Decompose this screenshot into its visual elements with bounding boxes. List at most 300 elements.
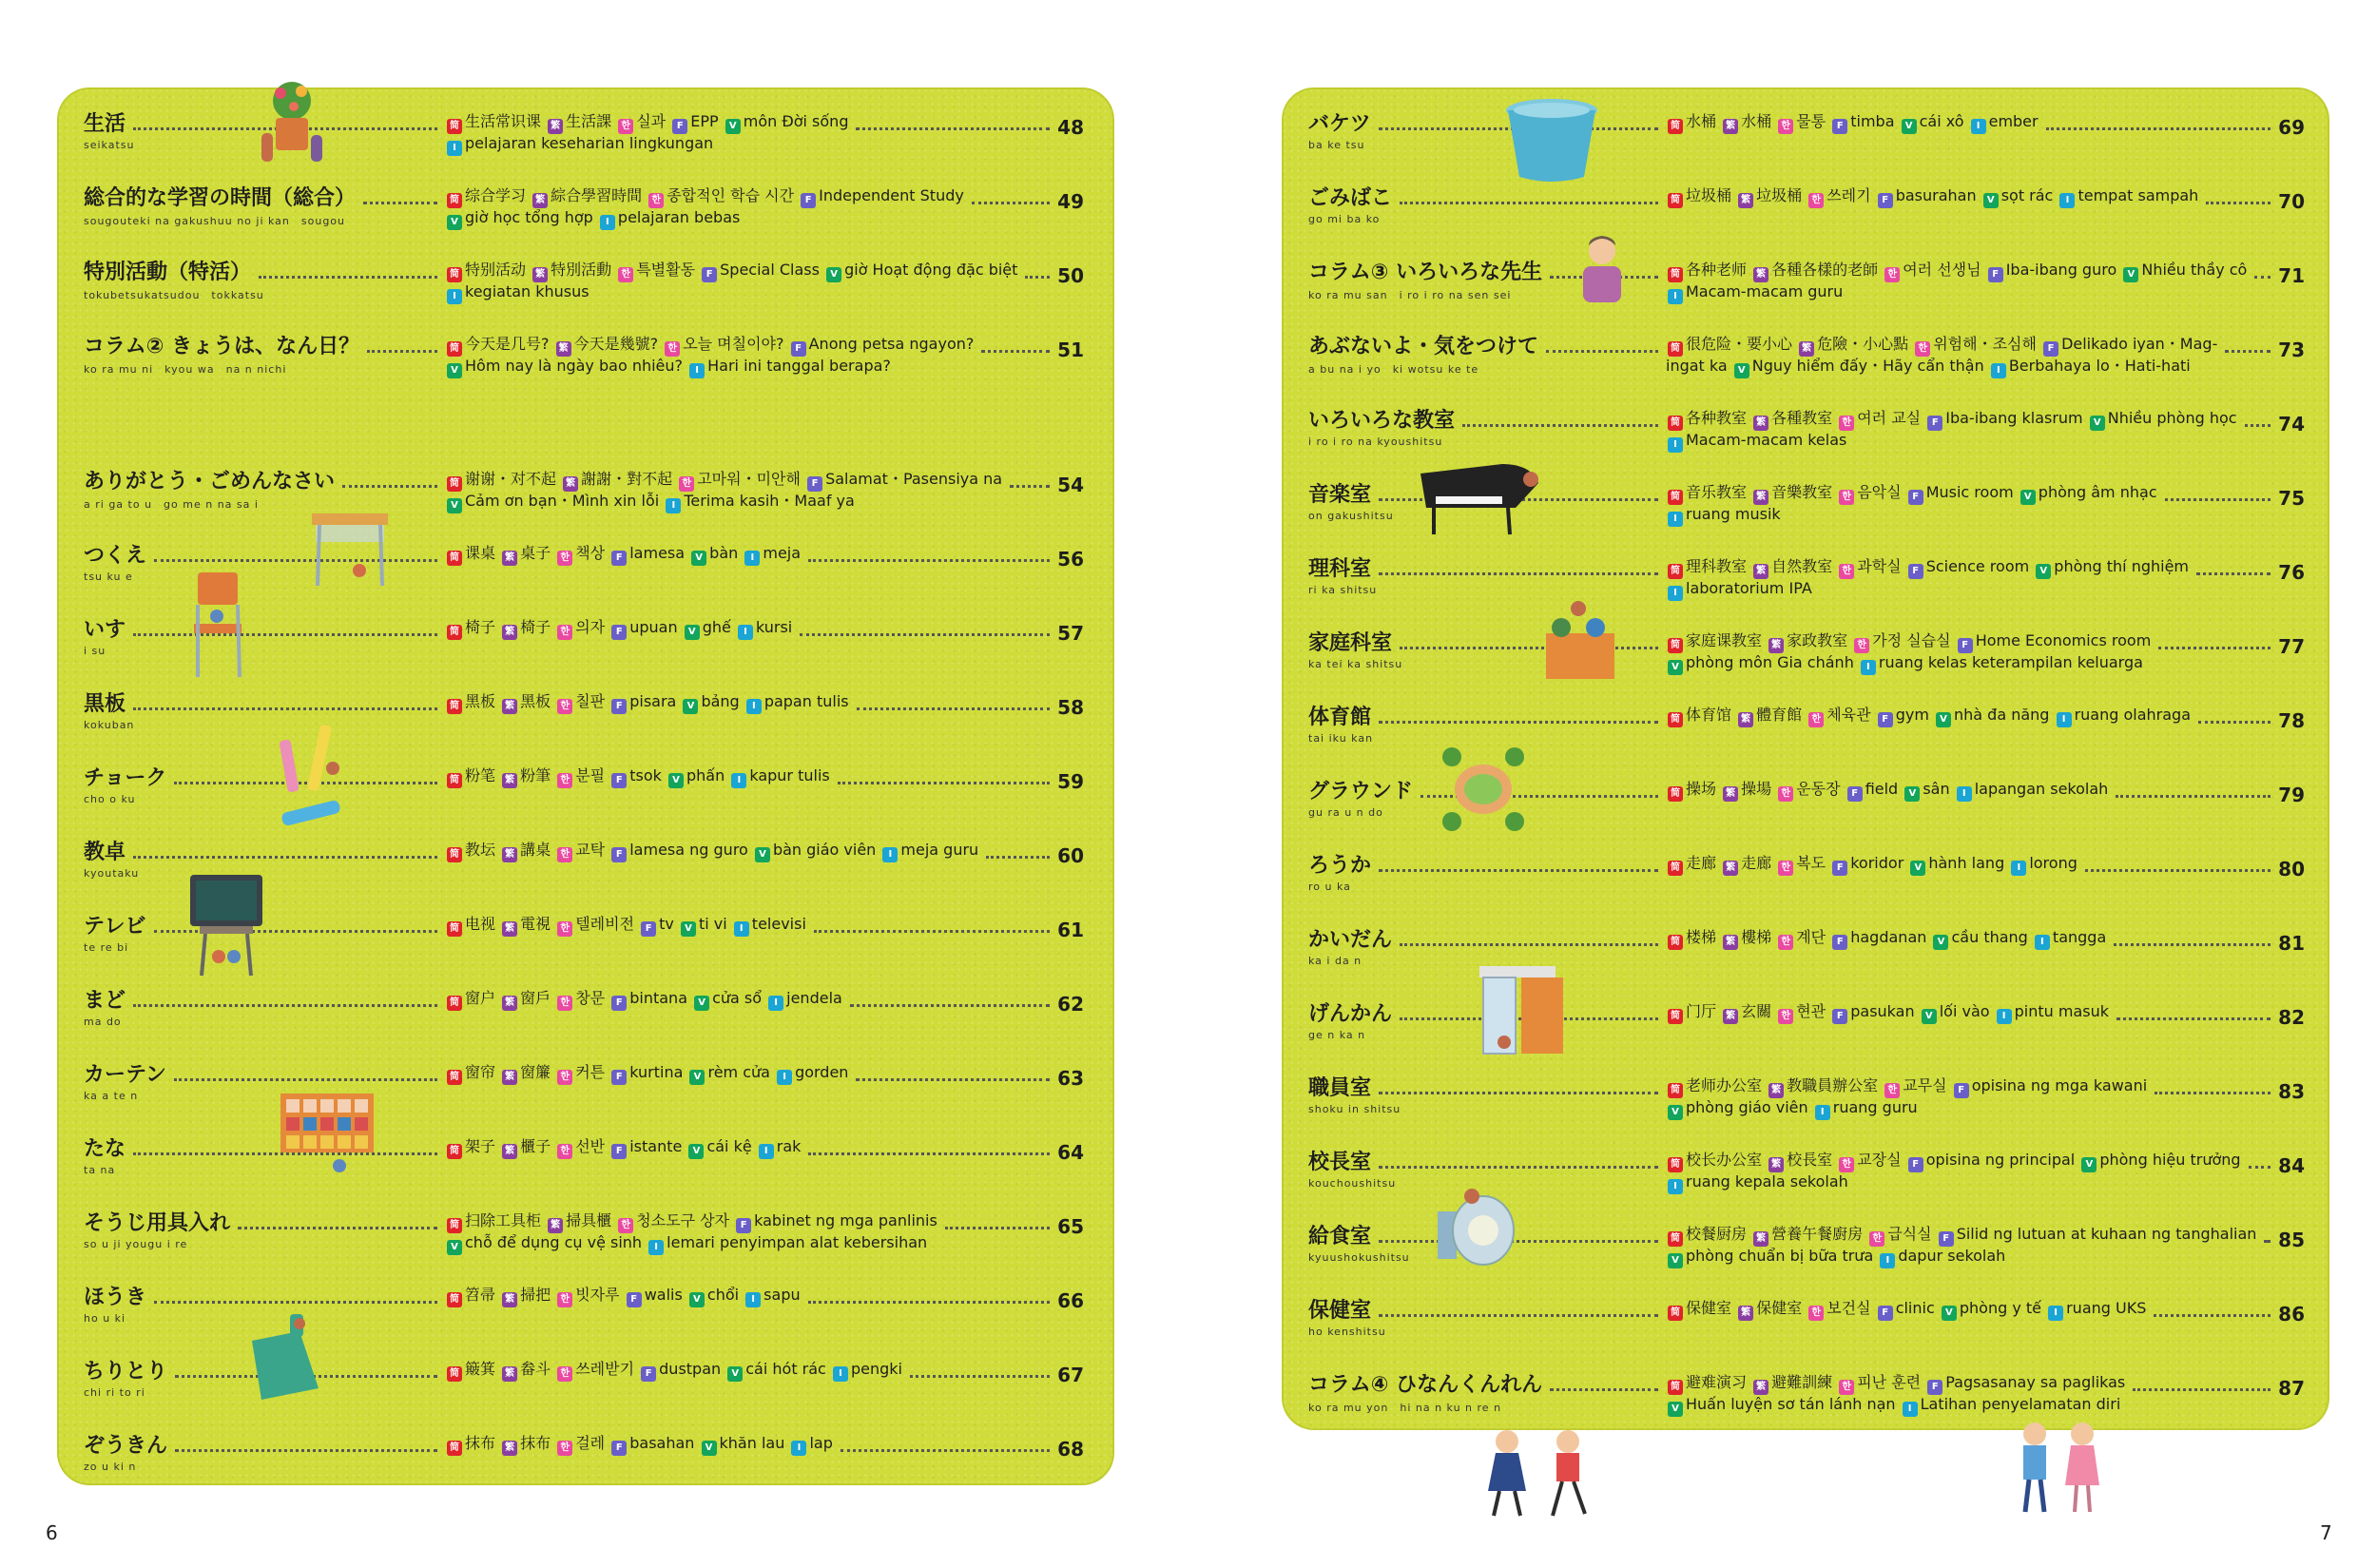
entry-translations bbox=[445, 261, 1017, 304]
leader-dots bbox=[238, 1227, 437, 1229]
translation-text: dapur sekolah bbox=[1898, 1247, 2006, 1265]
language-badge-vi: V bbox=[2036, 564, 2051, 579]
language-badge-zh: 简 bbox=[1668, 564, 1683, 579]
entry-page-number: 81 bbox=[2278, 932, 2305, 955]
language-badge-tl: F bbox=[1878, 1306, 1893, 1321]
translation-text: 音乐教室 bbox=[1686, 483, 1748, 501]
translation-text: Cảm ơn bạn・Mình xin lỗi bbox=[465, 492, 660, 510]
translation-text: tangga bbox=[2052, 928, 2107, 946]
language-badge-ko: 한 bbox=[1915, 341, 1930, 357]
language-badge-zh: 简 bbox=[447, 476, 462, 492]
entry-romaji: ri ka shitsu bbox=[1308, 584, 1378, 596]
translation-text: 窗簾 bbox=[520, 1063, 551, 1081]
translation-text: khăn lau bbox=[719, 1434, 785, 1452]
translation-text: ruang kepala sekolah bbox=[1686, 1172, 1848, 1191]
shelf-illustration bbox=[279, 1092, 378, 1177]
language-badge-zh: 简 bbox=[447, 699, 462, 714]
leader-dots bbox=[2046, 127, 2271, 130]
translation-line bbox=[1666, 579, 2189, 601]
translation-text: 理科教室 bbox=[1686, 557, 1748, 575]
language-badge-id: I bbox=[1668, 1179, 1683, 1194]
entry-page-number: 64 bbox=[1057, 1141, 1084, 1164]
entry-translations bbox=[1666, 1002, 2109, 1024]
language-badge-tl: F bbox=[611, 847, 627, 862]
translation-text: papan tulis bbox=[763, 692, 849, 710]
entry-romaji: a ri ga to u go me n na sa i bbox=[84, 498, 259, 511]
translation-text: kapur tulis bbox=[749, 766, 830, 784]
entry-romaji: a bu na i yo ki wotsu ke te bbox=[1308, 363, 1479, 376]
leader-dots bbox=[1379, 1314, 1658, 1317]
entry-translations bbox=[1666, 780, 2108, 802]
language-badge-zh: 简 bbox=[447, 1441, 462, 1456]
translation-text: lamesa bbox=[629, 544, 686, 562]
translation-text: 講桌 bbox=[520, 841, 551, 859]
translation-text: 책상 bbox=[575, 544, 606, 562]
language-badge-tl: F bbox=[611, 699, 627, 714]
language-badge-tw: 繁 bbox=[1753, 1231, 1768, 1247]
translation-line bbox=[1666, 112, 2039, 134]
translation-line bbox=[445, 261, 1017, 282]
translation-text: phòng chuẩn bị bữa trưa bbox=[1686, 1247, 1874, 1265]
translation-text: 謝謝・對不起 bbox=[581, 470, 673, 488]
entry-term: 給食室 bbox=[1308, 1225, 1372, 1249]
translation-text: 课桌 bbox=[465, 544, 496, 562]
language-badge-tw: 繁 bbox=[532, 193, 548, 208]
language-badge-zh: 简 bbox=[447, 341, 462, 357]
language-badge-tl: F bbox=[1958, 638, 1973, 653]
translation-text: 门厅 bbox=[1686, 1002, 1717, 1020]
translation-text: 操场 bbox=[1686, 780, 1717, 798]
leader-dots bbox=[857, 707, 1050, 710]
leader-dots bbox=[850, 1004, 1050, 1007]
language-badge-tw: 繁 bbox=[502, 1366, 517, 1382]
translation-text: Special Class bbox=[720, 261, 820, 279]
bucket-illustration bbox=[1502, 95, 1602, 185]
translation-text: 今天是幾號? bbox=[573, 335, 659, 353]
language-badge-tw: 繁 bbox=[502, 773, 517, 788]
translation-text: 의자 bbox=[575, 618, 606, 636]
leader-dots bbox=[2206, 202, 2271, 204]
leader-dots bbox=[2085, 869, 2271, 872]
language-badge-tw: 繁 bbox=[532, 267, 548, 282]
language-badge-tw: 繁 bbox=[1738, 712, 1753, 727]
translation-text: ghế bbox=[702, 618, 731, 636]
entry-page-number: 80 bbox=[2278, 858, 2305, 881]
entry-term: コラム③ いろいろな先生 bbox=[1308, 261, 1543, 284]
translation-text: Iba-ibang guro bbox=[2005, 261, 2117, 279]
language-badge-id: I bbox=[447, 289, 462, 304]
language-badge-zh: 简 bbox=[447, 193, 462, 208]
translation-line bbox=[1666, 631, 2151, 653]
language-badge-id: I bbox=[738, 625, 753, 640]
entry-romaji: zo u ki n bbox=[84, 1461, 137, 1473]
translation-text: Berbahaya lo・Hati-hati bbox=[2008, 357, 2191, 375]
language-badge-id: I bbox=[791, 1441, 806, 1456]
translation-text: 垃圾桶 bbox=[1756, 186, 1803, 204]
translation-text: 自然教室 bbox=[1771, 557, 1833, 575]
translation-text: Nguy hiểm đấy・Hãy cẩn thận bbox=[1751, 357, 1984, 375]
leader-dots bbox=[800, 633, 1050, 636]
translation-text: Hôm nay là ngày bao nhiêu? bbox=[465, 357, 684, 375]
translation-line bbox=[1666, 854, 2077, 876]
entry-page-number: 51 bbox=[1057, 339, 1084, 361]
translation-text: 走廊 bbox=[1741, 854, 1772, 872]
language-badge-ko: 한 bbox=[1884, 267, 1900, 282]
language-badge-vi: V bbox=[1910, 861, 1925, 876]
language-badge-zh: 简 bbox=[1668, 1083, 1683, 1098]
teacher-illustration bbox=[1574, 232, 1631, 303]
language-badge-vi: V bbox=[2123, 267, 2138, 282]
language-badge-zh: 简 bbox=[447, 1144, 462, 1159]
language-badge-tl: F bbox=[627, 1292, 642, 1307]
translation-line bbox=[1666, 928, 2106, 950]
entry-term: グラウンド bbox=[1308, 780, 1414, 803]
entry-page-number: 69 bbox=[2278, 116, 2305, 139]
index-entry bbox=[57, 247, 1114, 314]
language-badge-zh: 简 bbox=[1668, 1231, 1683, 1247]
translation-text: 特別活動 bbox=[551, 261, 612, 279]
language-badge-vi: V bbox=[689, 1070, 705, 1085]
language-badge-tw: 繁 bbox=[1738, 193, 1753, 208]
entry-romaji: te re bi bbox=[84, 941, 129, 954]
translation-line bbox=[1666, 1299, 2146, 1321]
entry-page-number: 65 bbox=[1057, 1215, 1084, 1238]
language-badge-tw: 繁 bbox=[502, 699, 517, 714]
translation-text: upuan bbox=[629, 618, 678, 636]
translation-text: Terima kasih・Maaf ya bbox=[684, 492, 855, 510]
translation-text: 교장실 bbox=[1857, 1151, 1902, 1169]
language-badge-tl: F bbox=[611, 773, 627, 788]
dustpan-illustration bbox=[233, 1312, 328, 1407]
language-badge-id: I bbox=[1815, 1105, 1830, 1120]
entry-term: 家庭科室 bbox=[1308, 631, 1393, 655]
language-badge-tw: 繁 bbox=[502, 551, 517, 566]
language-badge-tl: F bbox=[672, 119, 687, 134]
translation-text: 櫃子 bbox=[520, 1137, 551, 1155]
language-badge-vi: V bbox=[689, 1292, 705, 1307]
translation-text: 窗户 bbox=[465, 989, 496, 1007]
language-badge-vi: V bbox=[447, 1240, 462, 1255]
language-badge-vi: V bbox=[1936, 712, 1951, 727]
kitchen-illustration bbox=[1434, 1183, 1519, 1278]
entry-term: そうじ用具入れ bbox=[84, 1211, 231, 1235]
language-badge-ko: 한 bbox=[1854, 638, 1869, 653]
translation-line bbox=[445, 335, 974, 357]
index-entry bbox=[57, 1421, 1114, 1487]
translation-text: 청소도구 상자 bbox=[636, 1211, 730, 1229]
entry-translations bbox=[445, 1286, 801, 1307]
translation-text: 綜合學習時間 bbox=[551, 186, 643, 204]
index-entry bbox=[57, 321, 1114, 388]
language-badge-zh: 简 bbox=[447, 1366, 462, 1382]
translation-text: 避难演习 bbox=[1686, 1373, 1748, 1391]
translation-text: 복도 bbox=[1796, 854, 1826, 872]
language-badge-tw: 繁 bbox=[1768, 1083, 1784, 1098]
translation-text: jendela bbox=[786, 989, 842, 1007]
leader-dots bbox=[2116, 795, 2271, 798]
translation-text: 粉筆 bbox=[520, 766, 551, 784]
entry-page-number: 75 bbox=[2278, 487, 2305, 510]
leader-dots bbox=[342, 485, 437, 488]
language-badge-id: I bbox=[1971, 119, 1986, 134]
translation-text: gorden bbox=[795, 1063, 849, 1081]
translation-text: 今天是几号? bbox=[465, 335, 550, 353]
language-badge-ko: 한 bbox=[618, 267, 633, 282]
language-badge-tw: 繁 bbox=[1753, 416, 1768, 431]
entry-term: ろうか bbox=[1308, 854, 1372, 878]
entry-translations bbox=[445, 1137, 801, 1159]
translation-line bbox=[1666, 1395, 2125, 1417]
index-entry bbox=[1282, 173, 2329, 240]
leader-dots bbox=[1546, 350, 1658, 353]
translation-text: 音樂教室 bbox=[1771, 483, 1833, 501]
entry-translations bbox=[1666, 261, 2247, 304]
translation-text: phòng môn Gia chánh bbox=[1686, 653, 1854, 671]
leader-dots bbox=[2116, 1017, 2271, 1020]
language-badge-ko: 한 bbox=[557, 1144, 572, 1159]
entry-translations bbox=[1666, 1076, 2147, 1120]
translation-line bbox=[1666, 653, 2151, 675]
translation-text: Anong petsa ngayon? bbox=[808, 335, 975, 353]
language-badge-zh: 简 bbox=[1668, 341, 1683, 357]
language-badge-tl: F bbox=[611, 551, 627, 566]
entry-term: いす bbox=[84, 618, 126, 642]
leader-dots bbox=[986, 856, 1050, 859]
entry-term: コラム② きょうは、なん日？ bbox=[84, 335, 360, 358]
translation-text: môn Đời sống bbox=[743, 112, 849, 130]
translation-text: pintu masuk bbox=[2014, 1002, 2109, 1020]
translation-text: bảng bbox=[701, 692, 740, 710]
translation-text: 계단 bbox=[1796, 928, 1826, 946]
entry-romaji: ko ra mu san i ro i ro na sen sei bbox=[1308, 289, 1512, 301]
leader-dots bbox=[2155, 1092, 2271, 1094]
translation-text: ingat ka bbox=[1666, 357, 1728, 375]
language-badge-tl: F bbox=[1927, 416, 1942, 431]
entry-page-number: 84 bbox=[2278, 1154, 2305, 1177]
translation-line bbox=[445, 1286, 801, 1307]
language-badge-vi: V bbox=[1983, 193, 1999, 208]
translation-text: dustpan bbox=[659, 1360, 722, 1378]
index-entry bbox=[57, 976, 1114, 1042]
entry-term: 校長室 bbox=[1308, 1151, 1372, 1174]
entry-romaji: i su bbox=[84, 645, 106, 657]
entry-term: あぶないよ・気をつけて bbox=[1308, 335, 1539, 358]
translation-text: lối vào bbox=[1939, 1002, 1990, 1020]
entry-page-number: 85 bbox=[2278, 1229, 2305, 1251]
language-badge-zh: 简 bbox=[447, 267, 462, 282]
translation-text: chổi bbox=[706, 1286, 740, 1304]
leader-dots bbox=[841, 1449, 1050, 1452]
entry-translations bbox=[1666, 1373, 2125, 1417]
translation-text: 교무실 bbox=[1903, 1076, 1947, 1094]
translation-text: hành lang bbox=[1928, 854, 2005, 872]
language-badge-ko: 한 bbox=[557, 551, 572, 566]
language-badge-id: I bbox=[744, 551, 760, 566]
entry-term: ぞうきん bbox=[84, 1434, 168, 1458]
language-badge-tw: 繁 bbox=[548, 1218, 563, 1233]
language-badge-id: I bbox=[447, 141, 462, 156]
translation-text: 家庭课教室 bbox=[1686, 631, 1763, 649]
translation-text: sapu bbox=[763, 1286, 801, 1304]
translation-text: 특별활동 bbox=[636, 261, 696, 279]
language-badge-tl: F bbox=[1847, 786, 1863, 802]
language-badge-tw: 繁 bbox=[502, 847, 517, 862]
entry-page-number: 60 bbox=[1057, 844, 1084, 867]
index-entry bbox=[1282, 618, 2329, 685]
leader-dots bbox=[2158, 647, 2271, 649]
leader-dots bbox=[2154, 1314, 2271, 1317]
leader-dots bbox=[154, 1301, 437, 1304]
index-entry bbox=[57, 456, 1114, 523]
translation-text: ruang kelas keterampilan keluarga bbox=[1878, 653, 2143, 671]
leader-dots bbox=[945, 1227, 1050, 1229]
translation-text: 음악실 bbox=[1857, 483, 1902, 501]
leader-dots bbox=[1379, 1166, 1658, 1169]
translation-text: 樓梯 bbox=[1741, 928, 1772, 946]
language-badge-ko: 한 bbox=[1884, 1083, 1900, 1098]
language-badge-tl: F bbox=[1832, 1009, 1847, 1024]
translation-text: 保健室 bbox=[1756, 1299, 1803, 1317]
leader-dots bbox=[1400, 202, 1658, 204]
leader-dots bbox=[133, 707, 437, 710]
index-entry bbox=[1282, 396, 2329, 462]
entry-romaji: go mi ba ko bbox=[1308, 213, 1381, 225]
entry-romaji: kyuushokushitsu bbox=[1308, 1251, 1410, 1264]
language-badge-zh: 简 bbox=[1668, 119, 1683, 134]
leader-dots bbox=[2225, 350, 2271, 353]
leader-dots bbox=[814, 930, 1050, 933]
entry-translations bbox=[1666, 557, 2189, 601]
translation-text: Hari ini tanggal berapa? bbox=[707, 357, 891, 375]
entry-page-number: 70 bbox=[2278, 190, 2305, 213]
language-badge-tw: 繁 bbox=[502, 1070, 517, 1085]
entry-translations bbox=[445, 766, 830, 788]
translation-text: Science room bbox=[1925, 557, 2030, 575]
language-badge-tl: F bbox=[611, 996, 627, 1011]
translation-text: 走廊 bbox=[1686, 854, 1717, 872]
translation-text: 쓰레기 bbox=[1826, 186, 1871, 204]
translation-text: 과학실 bbox=[1857, 557, 1902, 575]
language-badge-id: I bbox=[777, 1070, 792, 1085]
language-badge-tw: 繁 bbox=[1723, 935, 1738, 950]
entry-page-number: 71 bbox=[2278, 264, 2305, 287]
translation-text: 여러 선생님 bbox=[1903, 261, 1981, 279]
translation-text: 谢谢・对不起 bbox=[465, 470, 557, 488]
language-badge-ko: 한 bbox=[557, 1070, 572, 1085]
language-badge-id: I bbox=[666, 498, 681, 513]
translation-text: pasukan bbox=[1850, 1002, 1915, 1020]
translation-text: lorong bbox=[2029, 854, 2077, 872]
language-badge-ko: 한 bbox=[557, 625, 572, 640]
entry-translations bbox=[445, 915, 806, 937]
translation-text: giờ học tổng hợp bbox=[465, 208, 593, 226]
language-badge-tl: F bbox=[801, 193, 816, 208]
leader-dots bbox=[2114, 943, 2271, 946]
entry-translations bbox=[1666, 483, 2157, 527]
translation-text: 各种老师 bbox=[1686, 261, 1748, 279]
translation-text: 급식실 bbox=[1887, 1225, 1932, 1243]
translation-text: giờ Hoạt động đặc biệt bbox=[844, 261, 1018, 279]
entry-translations bbox=[445, 1360, 902, 1382]
language-badge-zh: 简 bbox=[1668, 861, 1683, 876]
language-badge-ko: 한 bbox=[1839, 1380, 1854, 1395]
language-badge-id: I bbox=[1668, 289, 1683, 304]
language-badge-ko: 한 bbox=[557, 1441, 572, 1456]
entry-translations bbox=[445, 989, 842, 1011]
translation-text: bàn giáo viên bbox=[772, 841, 877, 859]
translation-text: 很危险・要小心 bbox=[1686, 335, 1793, 353]
chair-illustration bbox=[188, 571, 250, 680]
translation-text: meja guru bbox=[900, 841, 979, 859]
index-entry bbox=[1282, 989, 2329, 1055]
translation-text: Nhiều thầy cô bbox=[2141, 261, 2248, 279]
language-badge-vi: V bbox=[1734, 363, 1749, 378]
translation-text: cái kệ bbox=[706, 1137, 752, 1155]
entry-term: げんかん bbox=[1308, 1002, 1393, 1026]
language-badge-zh: 简 bbox=[447, 996, 462, 1011]
language-badge-id: I bbox=[1997, 1009, 2012, 1024]
language-badge-tw: 繁 bbox=[1753, 490, 1768, 505]
translation-text: cái xô bbox=[1919, 112, 1964, 130]
language-badge-vi: V bbox=[702, 1441, 717, 1456]
language-badge-vi: V bbox=[826, 267, 841, 282]
translation-text: clinic bbox=[1895, 1299, 1935, 1317]
language-badge-tw: 繁 bbox=[1723, 786, 1738, 802]
translation-text: Macam-macam kelas bbox=[1686, 431, 1847, 449]
translation-line bbox=[445, 766, 830, 788]
language-badge-tw: 繁 bbox=[1768, 1157, 1784, 1172]
translation-text: 텔레비전 bbox=[575, 915, 635, 933]
leader-dots bbox=[2133, 1388, 2271, 1391]
translation-text: 빗자루 bbox=[575, 1286, 620, 1304]
language-badge-vi: V bbox=[683, 699, 698, 714]
translation-text: tempat sampah bbox=[2077, 186, 2199, 204]
entry-term: 教卓 bbox=[84, 841, 126, 864]
entry-term: 職員室 bbox=[1308, 1076, 1372, 1100]
translation-text: 실과 bbox=[636, 112, 667, 130]
language-badge-ko: 한 bbox=[1808, 193, 1824, 208]
page-number-left: 6 bbox=[46, 1521, 58, 1544]
leader-dots bbox=[1010, 485, 1050, 488]
language-badge-ko: 한 bbox=[1808, 1306, 1824, 1321]
language-badge-id: I bbox=[1880, 1253, 1895, 1268]
entry-term: テレビ bbox=[84, 915, 146, 939]
language-badge-vi: V bbox=[668, 773, 684, 788]
translation-text: 보건실 bbox=[1826, 1299, 1871, 1317]
entry-romaji: chi ri to ri bbox=[84, 1386, 145, 1399]
translation-text: 生活課 bbox=[566, 112, 612, 130]
language-badge-tl: F bbox=[1927, 1380, 1942, 1395]
language-badge-tl: F bbox=[1908, 564, 1923, 579]
language-badge-zh: 简 bbox=[1668, 638, 1683, 653]
translation-text: 簸箕 bbox=[465, 1360, 496, 1378]
language-badge-ko: 한 bbox=[618, 119, 633, 134]
translation-text: meja bbox=[763, 544, 802, 562]
translation-text: 椅子 bbox=[520, 618, 551, 636]
leader-dots bbox=[1379, 721, 1658, 724]
translation-text: 架子 bbox=[465, 1137, 496, 1155]
language-badge-ko: 한 bbox=[1839, 490, 1854, 505]
language-badge-id: I bbox=[2059, 193, 2075, 208]
entry-translations bbox=[1666, 928, 2106, 950]
entry-romaji: ho u ki bbox=[84, 1312, 126, 1325]
translation-text: EPP bbox=[690, 112, 719, 130]
language-badge-vi: V bbox=[1922, 1009, 1937, 1024]
translation-text: istante bbox=[629, 1137, 683, 1155]
language-badge-vi: V bbox=[1933, 935, 1948, 950]
language-badge-id: I bbox=[648, 1240, 664, 1255]
translation-text: 避難訓練 bbox=[1771, 1373, 1833, 1391]
